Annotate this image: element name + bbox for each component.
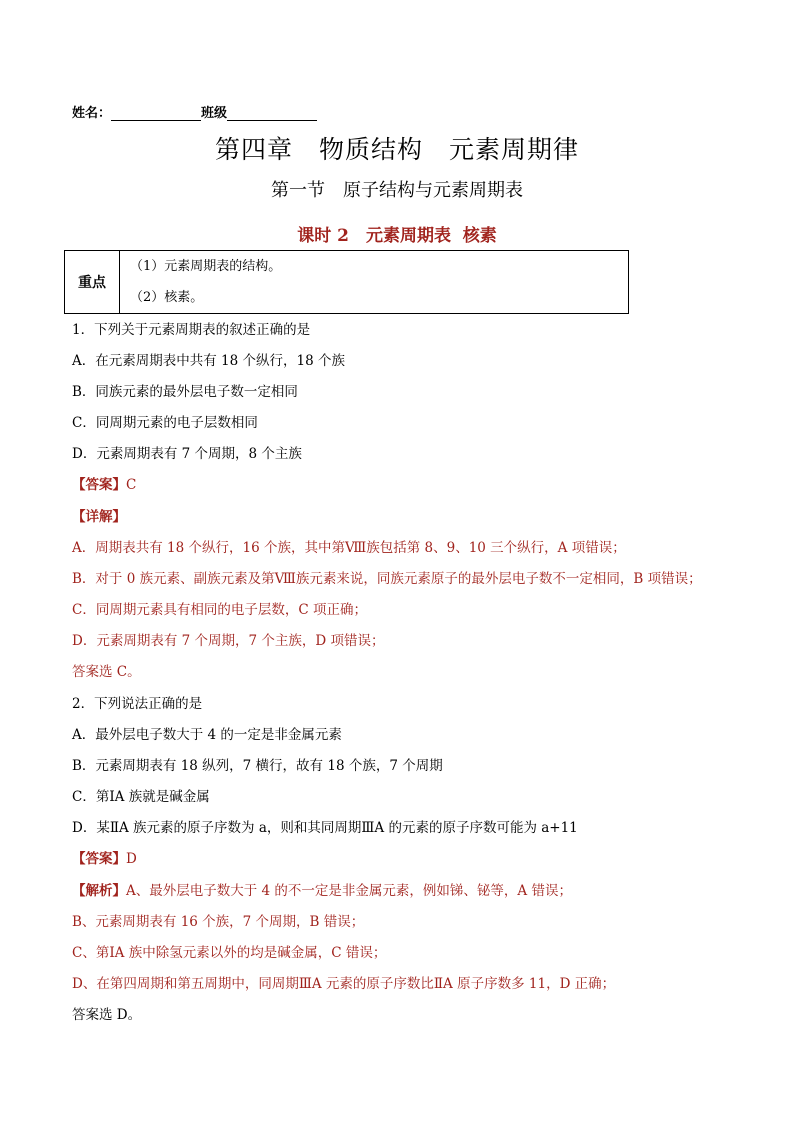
question-1-option-c: C．同周期元素的电子层数相同 (72, 415, 258, 431)
explanation-line: C、第ⅠA 族中除氢元素以外的均是碱金属，C 错误； (72, 945, 387, 961)
answer-value: C (126, 477, 137, 493)
analysis-tag: 【解析】 (72, 883, 126, 899)
name-label: 姓名： (72, 106, 112, 121)
answer-value: D (126, 851, 137, 867)
question-2-stem: 2．下列说法正确的是 (72, 696, 203, 712)
explanation-line: B、元素周期表有 16 个族，7 个周期，B 错误； (72, 914, 365, 930)
lesson-title: 课时 2 元素周期表 核素 (297, 226, 497, 246)
key-points-label: 重点 (65, 251, 120, 314)
question-1-stem: 1．下列关于元素周期表的叙述正确的是 (72, 322, 311, 338)
class-blank[interactable] (227, 107, 317, 121)
question-2-conclusion: 答案选 D。 (72, 1007, 142, 1023)
key-points-items (120, 251, 629, 314)
question-1-option-a: A．在元素周期表中共有 18 个纵行，18 个族 (72, 353, 345, 369)
key-point-item: （1）元素周期表的结构。 (130, 259, 282, 274)
explanation-line: B．对于 0 族元素、副族元素及第Ⅷ族元素来说，同族元素原子的最外层电子数不一定相同，B 项错误； (72, 571, 702, 587)
question-2-option-d: D．某ⅡA 族元素的原子序数为 a，则和其同周期ⅢA 的元素的原子序数可能为 a+11 (72, 820, 578, 836)
question-1-conclusion: 答案选 C。 (72, 664, 141, 680)
explanation-line: A．周期表共有 18 个纵行，16 个族，其中第Ⅷ族包括第 8、9、10 三个纵行，A 项错误； (72, 540, 626, 556)
explanation-line: C．同周期元素具有相同的电子层数，C 项正确； (72, 602, 367, 618)
detail-tag: 【详解】 (72, 509, 126, 525)
explanation-line: D．元素周期表有 7 个周期，7 个主族，D 项错误； (72, 633, 385, 649)
question-2-answer (72, 849, 137, 869)
explanation-line: D、在第四周期和第五周期中，同周期ⅢA 元素的原子序数比ⅡA 原子序数多 11，D 正确； (72, 976, 616, 992)
question-2-option-a: A．最外层电子数大于 4 的一定是非金属元素 (72, 727, 342, 743)
question-2-option-b: B．元素周期表有 18 纵列，7 横行，故有 18 个族，7 个周期 (72, 758, 443, 774)
question-1-option-d: D．元素周期表有 7 个周期，8 个主族 (72, 446, 302, 462)
class-label: 班级 (201, 106, 228, 121)
question-2-option-c: C．第ⅠA 族就是碱金属 (72, 789, 210, 805)
student-info-line (72, 102, 317, 121)
name-blank[interactable] (111, 107, 201, 121)
analysis-text: A、最外层电子数大于 4 的不一定是非金属元素，例如锑、铋等，A 错误； (126, 883, 572, 899)
section-title: 第一节 原子结构与元素周期表 (271, 180, 523, 201)
key-points-table (64, 250, 629, 314)
answer-tag: 【答案】 (72, 477, 126, 493)
key-point-item: （2）核素。 (130, 290, 204, 305)
question-1-answer (72, 475, 136, 495)
analysis-line (72, 881, 572, 901)
chapter-title: 第四章 物质结构 元素周期律 (214, 135, 579, 164)
answer-tag: 【答案】 (72, 851, 126, 867)
question-1-option-b: B．同族元素的最外层电子数一定相同 (72, 384, 298, 400)
